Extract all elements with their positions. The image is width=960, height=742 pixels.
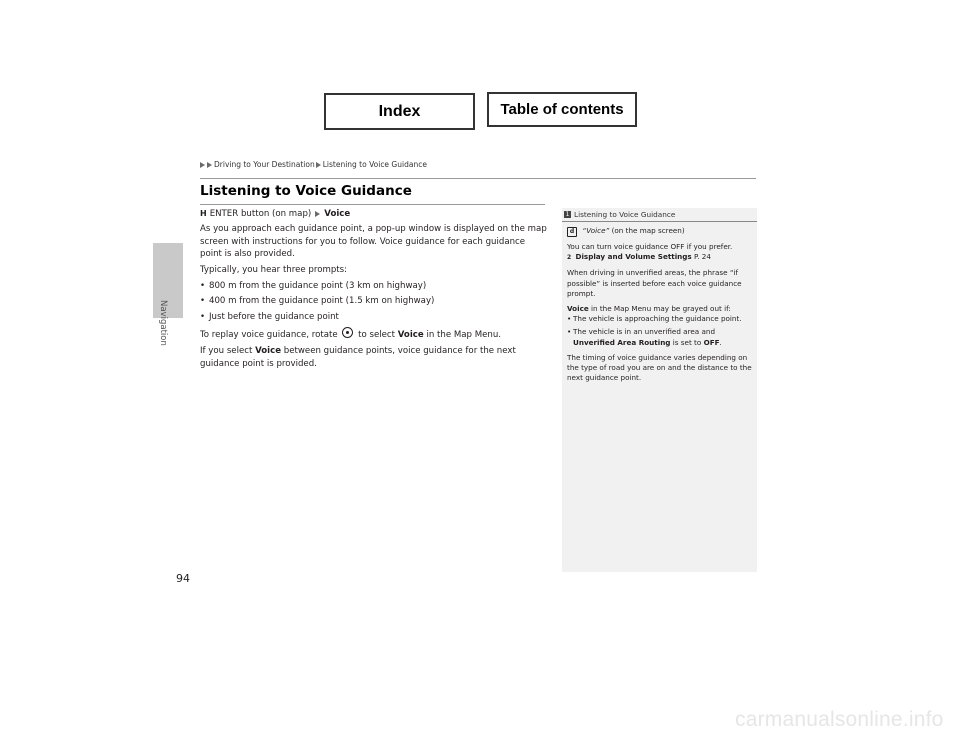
timing-note: The timing of voice guidance varies depending on the type of road you are on and the distance to the next guidance point.	[567, 352, 752, 383]
page-number: 94	[176, 572, 190, 585]
list-item: • The vehicle is approaching the guidance point.	[567, 314, 742, 324]
sidebar-divider	[562, 221, 757, 222]
breadcrumb	[200, 160, 427, 169]
index-button[interactable]: Index	[324, 93, 475, 130]
grayed-list	[567, 314, 755, 348]
breadcrumb-part-1[interactable]: Driving to Your Destination	[214, 160, 315, 169]
voice-command-note: d “Voice” (on the map screen)	[567, 226, 755, 237]
sidebar-notes	[562, 208, 757, 572]
prompts-intro: Typically, you hear three prompts:	[200, 265, 348, 276]
grayed-note: Voice in the Map Menu may be grayed out if:	[567, 304, 731, 314]
title-divider	[200, 204, 545, 205]
cross-reference-icon: 2	[567, 254, 572, 262]
intro-paragraph: As you approach each guidance point, a pop-up window is displayed on the map screen with instructions for you to follow. Voice guidance for each guidance point is also provided.	[200, 224, 547, 260]
command-path	[200, 208, 548, 220]
command-prefix: ENTER button (on map)	[209, 209, 312, 219]
breadcrumb-arrow-icon	[200, 162, 205, 168]
watermark: carmanualsonline.info	[735, 708, 944, 731]
voice-command-icon: d	[567, 227, 577, 237]
header-divider	[200, 178, 756, 179]
command-arrow-icon	[315, 211, 320, 217]
interface-dial-icon	[342, 327, 353, 338]
xref-page: P. 24	[694, 252, 711, 262]
list-item: • The vehicle is in an unverified area and Unverified Area Routing is set to OFF.	[567, 327, 722, 347]
list-item: • 400 m from the guidance point (1.5 km on highway)	[200, 296, 435, 307]
breadcrumb-arrow-icon	[316, 162, 321, 168]
list-item: • 800 m from the guidance point (3 km on highway)	[200, 281, 427, 292]
home-button-icon: H	[200, 209, 207, 218]
breadcrumb-arrow-icon	[207, 162, 212, 168]
sidebar-heading: 1 Listening to Voice Guidance	[565, 210, 676, 219]
list-item: • Just before the guidance point	[200, 311, 339, 322]
breadcrumb-part-2: Listening to Voice Guidance	[322, 160, 427, 169]
main-content	[200, 208, 548, 373]
prompts-list	[200, 280, 548, 323]
replay-paragraph: To replay voice guidance, rotate to select Voice in the Map Menu.	[200, 327, 548, 341]
note-icon: 1	[565, 211, 570, 218]
turn-off-note: You can turn voice guidance OFF if you prefer. 2 Display and Volume Settings P. 24	[567, 242, 755, 263]
select-paragraph: If you select Voice between guidance points, voice guidance for the next guidance point is provided.	[200, 346, 516, 369]
command-target: Voice	[324, 209, 351, 219]
table-of-contents-button[interactable]: Table of contents	[487, 92, 637, 127]
section-tab-label: Navigation	[158, 300, 168, 346]
unverified-note: When driving in unverified areas, the phrase “if possible” is inserted before each voice guidance prompt.	[567, 268, 742, 298]
display-volume-settings-link[interactable]: Display and Volume Settings	[575, 252, 692, 262]
page-title: Listening to Voice Guidance	[200, 183, 412, 199]
